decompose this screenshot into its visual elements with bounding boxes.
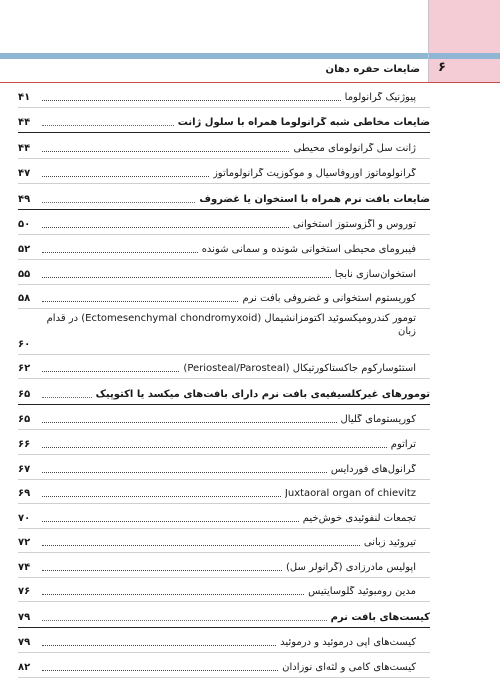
toc-entry-title: استئوسارکوم جاکستاکورتیکال (Periosteal/Parosteal) — [183, 363, 416, 374]
toc-entry-row[interactable] — [18, 355, 430, 379]
dot-leader — [42, 421, 337, 423]
header-rule — [0, 82, 500, 83]
toc-page-number: ۶۵ — [18, 414, 31, 425]
dot-leader — [42, 201, 195, 203]
toc-entry-title: تومورهای غیرکلسیفیه‌ی بافت نرم دارای بافت‌های میکسد یا اکتوپیک — [95, 389, 430, 400]
toc-entry-row[interactable] — [18, 285, 430, 309]
toc-entry-title: کیست‌های بافت نرم — [330, 612, 430, 623]
dot-leader — [42, 396, 92, 398]
toc-entry-row[interactable] — [18, 260, 430, 285]
dot-leader — [42, 99, 341, 101]
toc-entry-title: ضایعات مخاطی شبه گرانولوما همراه با سلول ژانت — [177, 117, 430, 128]
toc-page-number: ۴۱ — [18, 92, 31, 103]
toc-entry-title: تجمعات لنفوئیدی خوش‌خیم — [302, 513, 416, 524]
toc-entry-title: کیست‌های اپی درموئید و درموئید — [280, 637, 416, 648]
toc-page-number: ۶۶ — [18, 439, 31, 450]
toc-entry-title: تومور کندرومیکسوئید اکتومزانشیمال (Ectomesenchymal chondromyxoid) در قدام زبان — [46, 313, 416, 337]
dot-leader — [42, 495, 281, 497]
toc-entry-title: کوریستومای گلیال — [340, 414, 416, 425]
toc-entry-title: تراتوم — [390, 439, 416, 450]
dot-leader — [42, 226, 289, 228]
toc-page-number: ۴۷ — [18, 168, 31, 179]
toc-entry-title: تیروئید زبانی — [363, 537, 416, 548]
dot-leader — [42, 520, 299, 522]
dot-leader — [42, 175, 209, 177]
toc-entry-row[interactable] — [18, 628, 430, 653]
toc-page-number: ۵۵ — [18, 269, 31, 280]
toc-entry-title: ژانت سل گرانولومای محیطی — [293, 143, 416, 154]
toc-page-number: ۷۰ — [18, 513, 31, 524]
toc-entry-row[interactable] — [18, 133, 430, 159]
toc-entry-row[interactable] — [18, 653, 430, 678]
toc-page-number: ۶۲ — [18, 363, 31, 374]
toc-entry-row[interactable] — [18, 405, 430, 430]
toc-entry-title: فیبرومای محیطی اُستخوانی شونده و سمانی شونده — [201, 244, 416, 255]
toc-page-number: ۶۰ — [18, 339, 31, 350]
dot-leader — [42, 669, 278, 671]
toc-entry-title: توروس و اگزوستوز استخوانی — [292, 219, 416, 230]
toc-entry-title: پیوژنیک گرانولوما — [344, 92, 416, 103]
toc-entry-title: مدین رومبوئید گلوسایتیس — [308, 586, 416, 597]
toc-entry-row[interactable] — [18, 455, 430, 480]
toc-page-number: ۶۹ — [18, 488, 31, 499]
toc-page-number: ۷۲ — [18, 537, 31, 548]
toc-page-number: ۴۹ — [18, 194, 31, 205]
toc-entry-row[interactable] — [18, 86, 430, 108]
toc-entry-title: Juxtaoral organ of chievitz — [284, 488, 416, 499]
toc-entry-row[interactable] — [18, 529, 430, 553]
toc-entry-row[interactable] — [18, 553, 430, 578]
toc-entry-row[interactable] — [18, 159, 430, 184]
toc-entry-title: استخوان‌سازی نابجا — [334, 269, 416, 280]
dot-leader — [42, 446, 387, 448]
toc-entry-title: ضایعات بافت نرم همراه با استخوان یا غضروف — [199, 194, 430, 205]
dot-leader — [42, 370, 179, 372]
toc-entry-title: گرانول‌های فوردایس — [330, 464, 416, 475]
dot-leader — [42, 593, 304, 595]
dot-leader — [42, 644, 276, 646]
toc-entry-title: کوریستوم استخوانی و غضروفی بافت نرم — [242, 293, 416, 304]
header-blue-band — [0, 53, 500, 59]
book-title: ضایعات حفره دهان — [325, 64, 420, 75]
dot-leader — [42, 544, 360, 546]
dot-leader — [42, 124, 174, 126]
toc-entry-row[interactable] — [18, 430, 430, 455]
toc-entry-row[interactable] — [18, 210, 430, 235]
toc-entry-title: اپولیس مادرزادی (گرانولر سل) — [286, 562, 416, 573]
toc-entry-title: گرانولوماتوز اوروفاسیال و موکوزیت گرانولوماتوز — [212, 168, 416, 179]
toc-page-number: ۵۸ — [18, 293, 31, 304]
toc-entry-row[interactable] — [18, 309, 430, 355]
dot-leader — [42, 276, 331, 278]
dot-leader — [42, 251, 198, 253]
table-of-contents — [18, 86, 430, 696]
header-divider — [428, 0, 429, 82]
toc-page-number: ۷۹ — [18, 612, 31, 623]
dot-leader — [42, 569, 282, 571]
toc-page-number: ۷۴ — [18, 562, 31, 573]
toc-page-number: ۸۲ — [18, 662, 31, 673]
toc-page-number: ۴۴ — [18, 117, 31, 128]
toc-entry-row[interactable] — [18, 235, 430, 260]
toc-entry-row[interactable] — [18, 480, 430, 504]
toc-entry-row[interactable] — [18, 578, 430, 602]
toc-page-number: ۶۵ — [18, 389, 31, 400]
toc-page-number: ۷۹ — [18, 637, 31, 648]
toc-page-number: ۷۶ — [18, 586, 31, 597]
toc-page-number: ۶۷ — [18, 464, 31, 475]
toc-section-row[interactable] — [18, 184, 430, 210]
page-number: ۶ — [438, 60, 446, 75]
toc-page-number: ۵۰ — [18, 219, 31, 230]
dot-leader — [42, 150, 289, 152]
toc-entry-row[interactable] — [18, 504, 430, 529]
toc-page-number: ۵۲ — [18, 244, 31, 255]
toc-section-row[interactable] — [18, 602, 430, 628]
toc-section-row[interactable] — [18, 379, 430, 405]
toc-entry-title: کیست‌های کامی و لثه‌ای نوزادان — [282, 662, 416, 673]
dot-leader — [42, 619, 327, 621]
page-header — [0, 0, 500, 82]
toc-page-number: ۴۴ — [18, 143, 31, 154]
toc-section-row[interactable] — [18, 108, 430, 133]
dot-leader — [42, 471, 327, 473]
dot-leader — [42, 300, 238, 302]
